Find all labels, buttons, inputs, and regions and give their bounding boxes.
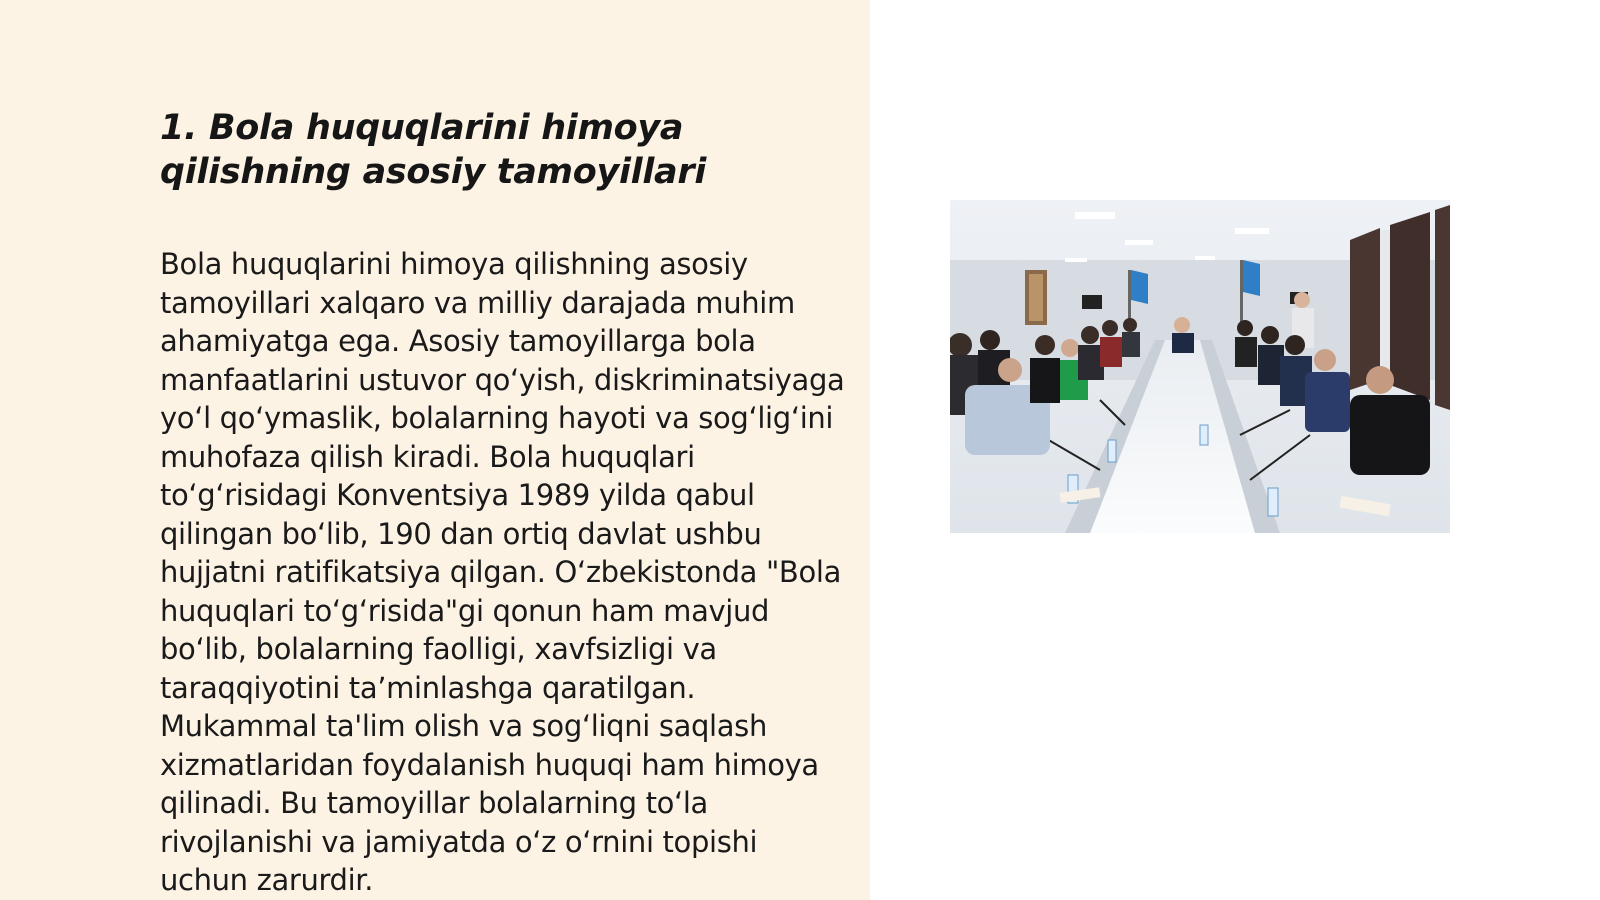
slide-title: 1. Bola huquqlarini himoya qilishning asosiy tamoyillari bbox=[160, 108, 707, 192]
meeting-photo bbox=[950, 200, 1450, 533]
meeting-photo-illustration bbox=[950, 200, 1450, 533]
slide-body-text: Bola huquqlarini himoya qilishning asosiy tamoyillari xalqaro va milliy darajada muhim ahamiyatga ega. Asosiy tamoyillarga bola manfaatlarini ustuvor qo‘yish, diskriminatsiyaga yo‘l qo‘ymaslik, bolalarning hayoti va sog‘lig‘ini muhofaza qilish kiradi. Bola huquqlari to‘g‘risidagi Konventsiya 1989 yilda qabul qilingan bo‘lib, 190 dan ortiq davlat ushbu hujjatni ratifikatsiya qilgan. O‘zbekistonda "Bola huquqlari to‘g‘risida"gi qonun ham mavjud bo‘lib, bolalarning faolligi, xavfsizligi va taraqqiyotini ta’minlashga qaratilgan. Mukammal ta'lim olish va sog‘liqni saqlash xizmatlaridan foydalanish huquqi ham himoya qilinadi. Bu tamoyillar bolalarning to‘la rivojlanishi va jamiyatda o‘z o‘rnini topishi uchun zarurdir. bbox=[160, 247, 845, 897]
